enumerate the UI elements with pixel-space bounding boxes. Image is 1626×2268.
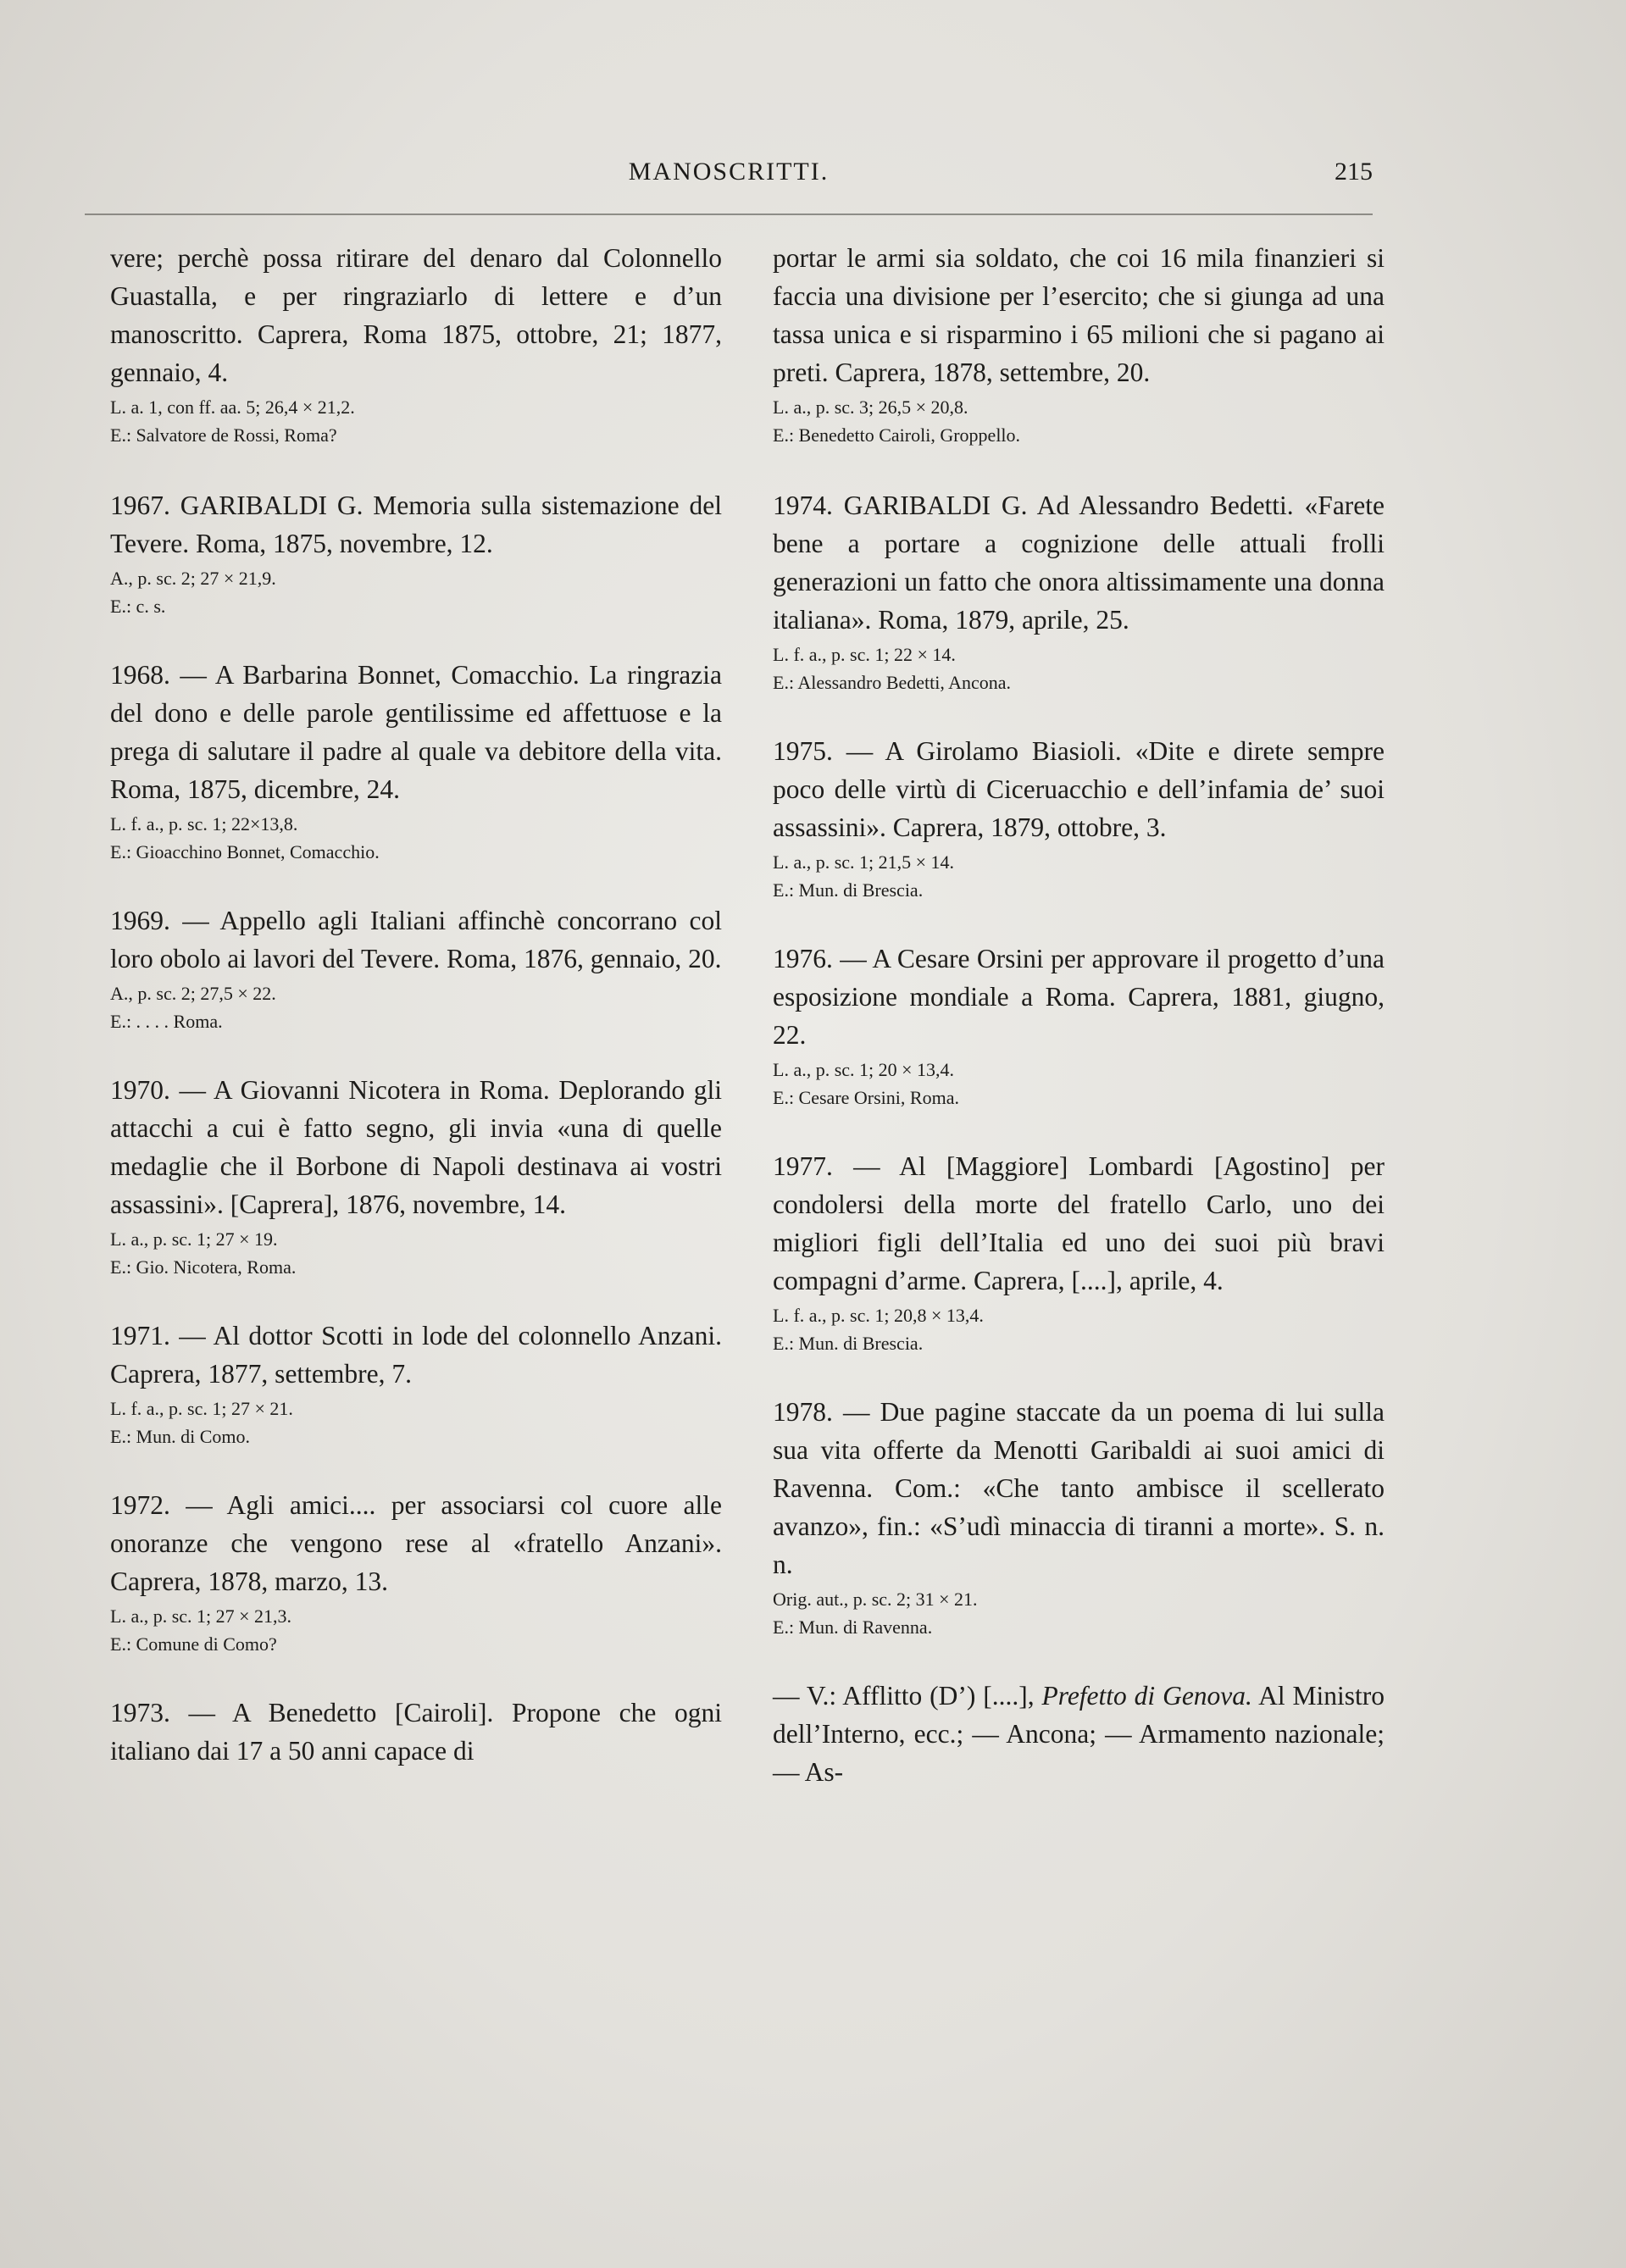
entry-note: E.: Mun. di Ravenna. bbox=[773, 1616, 933, 1638]
entry-note: L. a., p. sc. 1; 27 × 21,3. bbox=[110, 1605, 292, 1627]
page-header bbox=[85, 151, 1373, 202]
entry-note: Orig. aut., p. sc. 2; 31 × 21. bbox=[773, 1589, 978, 1610]
entry-note: A., p. sc. 2; 27 × 21,9. bbox=[110, 568, 276, 589]
entry-note: E.: Mun. di Brescia. bbox=[773, 1333, 924, 1354]
entry-text: 1971. — Al dottor Scotti in lode del colonnello Anzani. Caprera, 1877, settembre, 7. bbox=[110, 1321, 722, 1389]
catalog-entry bbox=[110, 656, 722, 864]
entry-text: 1975. — A Girolamo Biasioli. «Dite e direte sempre poco delle virtù di Ciceruacchio e dell’infamia de’ suoi assassini». Caprera, 1879, ottobre, 3. bbox=[773, 736, 1385, 842]
xref-italic: Prefetto di Genova. bbox=[1041, 1681, 1252, 1711]
entry-note: L. a., p. sc. 1; 20 × 13,4. bbox=[773, 1059, 955, 1080]
entry-note: L. f. a., p. sc. 1; 27 × 21. bbox=[110, 1398, 293, 1419]
entry-note: E.: . . . . Roma. bbox=[110, 1011, 223, 1032]
entry-note: E.: Gioacchino Bonnet, Comacchio. bbox=[110, 841, 380, 862]
entry-note: E.: Benedetto Cairoli, Groppello. bbox=[773, 424, 1021, 446]
entry-text: 1972. — Agli amici.... per associarsi col cuore alle onoranze che vengono rese al «fratello Anzani». Caprera, 1878, marzo, 13. bbox=[110, 1490, 722, 1596]
xref-text bbox=[773, 1677, 1385, 1791]
entry-note: E.: c. s. bbox=[110, 596, 166, 617]
entry-text: 1968. — A Barbarina Bonnet, Comacchio. La ringrazia del dono e delle parole gentilissime ed affettuose e la prega di salutare il padre al quale va debitore della vita. Roma, 1875, dicembre, 24. bbox=[110, 660, 722, 804]
entry-note: A., p. sc. 2; 27,5 × 22. bbox=[110, 983, 276, 1004]
catalog-entry bbox=[110, 1071, 722, 1279]
entry-text: vere; perchè possa ritirare del denaro dal Colonnello Guastalla, e per ringraziarlo di lettere e d’un manoscritto. Caprera, Roma 1875, ottobre, 21; 1877, gennaio, 4. bbox=[110, 243, 722, 387]
xref-lead: — V.: Afflitto (D’) [....], bbox=[773, 1681, 1042, 1711]
catalog-entry bbox=[110, 1317, 722, 1449]
entry-note: E.: Mun. di Brescia. bbox=[773, 879, 924, 901]
catalog-entry bbox=[773, 940, 1385, 1110]
catalog-entry bbox=[110, 1486, 722, 1656]
entry-text: 1974. GARIBALDI G. Ad Alessandro Bedetti. «Farete bene a portare a cognizione delle attuali frolli generazioni un fatto che onora altissimamente una donna italiana». Roma, 1879, aprile, 25. bbox=[773, 491, 1385, 635]
entry-text: 1976. — A Cesare Orsini per approvare il progetto d’una esposizione mondiale a Roma. Caprera, 1881, giugno, 22. bbox=[773, 944, 1385, 1050]
entry-text: 1969. — Appello agli Italiani affinchè concorrano col loro obolo ai lavori del Tevere. Roma, 1876, gennaio, 20. bbox=[110, 906, 722, 973]
cross-reference bbox=[773, 1677, 1385, 1791]
catalog-entry bbox=[110, 486, 722, 618]
page-number: 215 bbox=[1335, 158, 1373, 186]
entry-note: L. a., p. sc. 1; 27 × 19. bbox=[110, 1228, 278, 1250]
entry-text: 1978. — Due pagine staccate da un poema di lui sulla sua vita offerte da Menotti Garibaldi ai suoi amici di Ravenna. Com.: «Che tanto ambisce il scellerato avanzo», fin.: «S’udì minaccia di tiranni a morte». S. n. n. bbox=[773, 1397, 1385, 1579]
catalog-entry bbox=[773, 1393, 1385, 1639]
catalog-entry bbox=[773, 1147, 1385, 1356]
entry-note: E.: Comune di Como? bbox=[110, 1633, 277, 1655]
catalog-entry bbox=[773, 486, 1385, 695]
entry-note: L. a. 1, con ff. aa. 5; 26,4 × 21,2. bbox=[110, 396, 355, 418]
xref-tail: Al Ministro dell’Interno, ecc.; — Ancona; — Armamento nazionale; — As- bbox=[773, 1681, 1385, 1787]
entry-note: E.: Cesare Orsini, Roma. bbox=[773, 1087, 959, 1108]
right-column bbox=[773, 239, 1385, 1791]
entry-text: 1973. — A Benedetto [Cairoli]. Propone che ogni italiano dai 17 a 50 anni capace di bbox=[110, 1698, 722, 1766]
entry-note: E.: Mun. di Como. bbox=[110, 1426, 251, 1447]
entry-text: 1967. GARIBALDI G. Memoria sulla sistemazione del Tevere. Roma, 1875, novembre, 12. bbox=[110, 491, 722, 558]
catalog-entry bbox=[110, 901, 722, 1034]
header-rule bbox=[85, 213, 1373, 215]
entry-note: E.: Salvatore de Rossi, Roma? bbox=[110, 424, 337, 446]
entry-text: portar le armi sia soldato, che coi 16 mila finanzieri si faccia una divisione per l’esercito; che si giunga ad una tassa unica e si risparmino i 65 milioni che si pagano ai preti. Caprera, 1878, settembre, 20. bbox=[773, 243, 1385, 387]
entry-text: 1970. — A Giovanni Nicotera in Roma. Deplorando gli attacchi a cui è fatto segno, gli invia «una di quelle medaglie che il Borbone di Napoli destinava ai vostri assassini». [Caprera], 1876, novembre, 14. bbox=[110, 1075, 722, 1219]
entry-note: L. f. a., p. sc. 1; 22×13,8. bbox=[110, 813, 298, 835]
entry-note: L. f. a., p. sc. 1; 22 × 14. bbox=[773, 644, 956, 665]
entry-note: L. f. a., p. sc. 1; 20,8 × 13,4. bbox=[773, 1305, 984, 1326]
catalog-entry bbox=[110, 1694, 722, 1770]
catalog-entry bbox=[773, 239, 1385, 447]
running-title: MANOSCRITTI. bbox=[628, 158, 830, 186]
entry-note: L. a., p. sc. 3; 26,5 × 20,8. bbox=[773, 396, 968, 418]
catalog-entry bbox=[773, 732, 1385, 902]
left-column bbox=[110, 239, 722, 1770]
entry-note: L. a., p. sc. 1; 21,5 × 14. bbox=[773, 851, 955, 873]
entry-note: E.: Alessandro Bedetti, Ancona. bbox=[773, 672, 1012, 693]
entry-note: E.: Gio. Nicotera, Roma. bbox=[110, 1256, 297, 1278]
catalog-entry bbox=[110, 239, 722, 447]
entry-text: 1977. — Al [Maggiore] Lombardi [Agostino] per condolersi della morte del fratello Carlo, uno dei migliori figli dell’Italia ed uno dei suoi più bravi compagni d’arme. Caprera, [....], aprile, 4. bbox=[773, 1151, 1385, 1295]
